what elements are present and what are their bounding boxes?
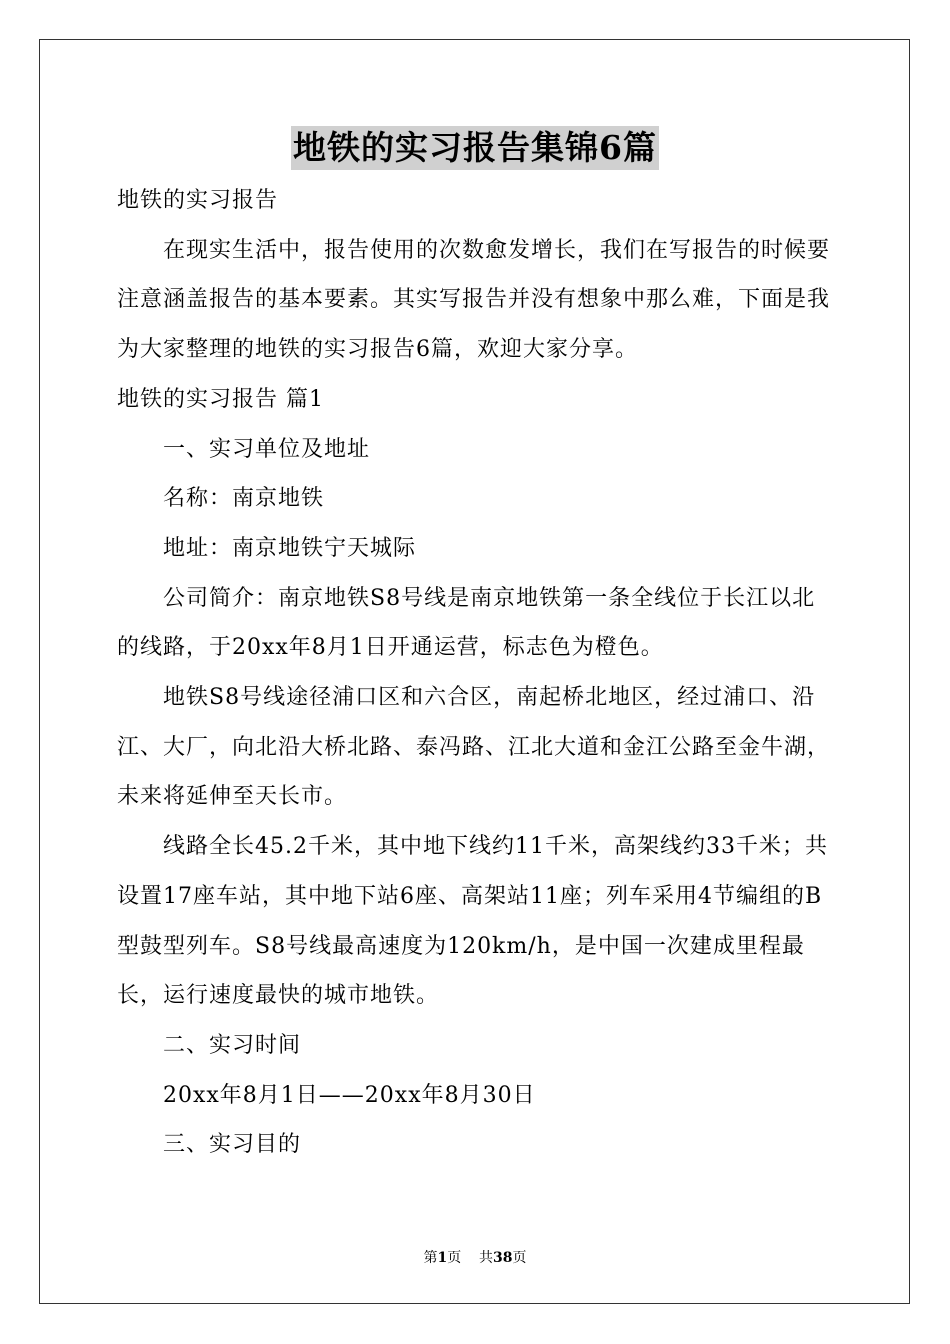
page-number: 1 [437, 1250, 448, 1266]
paragraph: 在现实生活中，报告使用的次数愈发增长，我们在写报告的时候要注意涵盖报告的基本要素。其实写报告并没有想象中那么难，下面是我为大家整理的地铁的实习报告6篇，欢迎大家分享。 [117, 237, 831, 363]
paragraph: 20xx年8月1日——20xx年8月30日 [163, 1082, 536, 1108]
paragraph: 地铁的实习报告 [117, 188, 279, 213]
total-pages: 38 [493, 1250, 513, 1266]
title-wrap [0, 126, 950, 170]
page-prefix: 第 [423, 1250, 438, 1266]
paragraph: 线路全长45.2千米，其中地下线约11千米，高架线约33千米；共设置17座车站，其中地下站6座、高架站11座；列车采用4节编组的B型鼓型列车。S8号线最高速度为120km/h，是中国一次建成里程最长，运行速度最快的城市地铁。 [117, 834, 828, 1009]
page-suffix: 页 [447, 1250, 462, 1266]
paragraph: 公司简介：南京地铁S8号线是南京地铁第一条全线位于长江以北的线路，于20xx年8月1日开通运营，标志色为橙色。 [117, 585, 816, 661]
paragraph: 地址：南京地铁宁天城际 [163, 535, 417, 561]
paragraph: 一、实习单位及地址 [163, 436, 371, 462]
paragraph: 二、实习时间 [163, 1032, 302, 1058]
paragraph: 三、实习目的 [163, 1132, 302, 1158]
paragraph: 名称：南京地铁 [163, 486, 325, 512]
total-suffix: 页 [512, 1250, 527, 1266]
paragraph: 地铁的实习报告 篇1 [117, 386, 324, 412]
total-prefix: 共 [479, 1250, 494, 1266]
document-title: 地铁的实习报告集锦6篇 [291, 126, 659, 170]
page-footer [0, 1247, 950, 1267]
document-body [117, 176, 837, 1170]
paragraph: 地铁S8号线途径浦口区和六合区，南起桥北地区，经过浦口、沿江、大厂，向北沿大桥北路、泰冯路、江北大道和金江公路至金牛湖，未来将延伸至天长市。 [117, 685, 831, 810]
